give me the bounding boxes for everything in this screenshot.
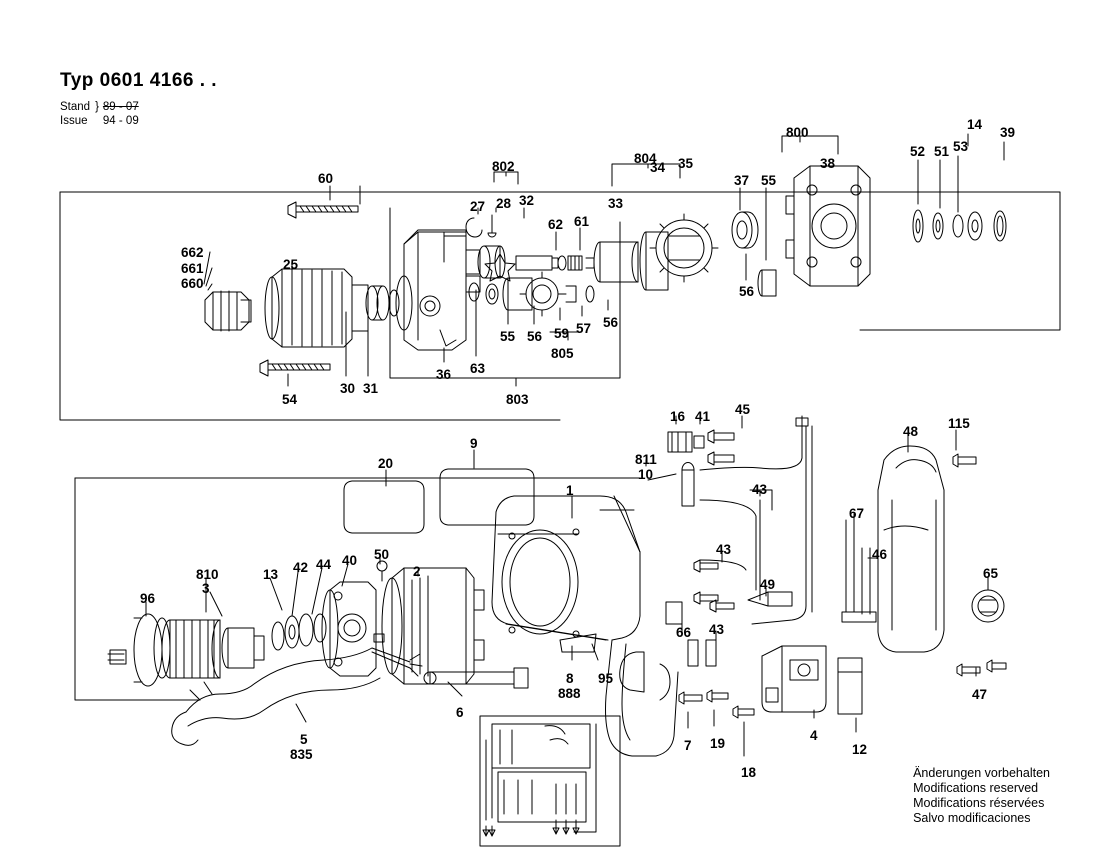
callout-33: 33 [608,196,624,211]
callout-4: 4 [810,728,818,743]
callout-20: 20 [378,456,394,471]
callout-56-a: 56 [527,329,543,344]
callout-54: 54 [282,392,298,407]
callout-43-c: 43 [709,622,725,637]
revision-block [60,100,142,128]
callout-28: 28 [496,196,512,211]
callout-49: 49 [760,577,776,592]
callout-10: 10 [638,467,654,482]
callout-32: 32 [519,193,535,208]
callout-9: 9 [470,436,478,451]
callout-1: 1 [566,483,574,498]
callout-34: 34 [650,160,666,175]
callout-95: 95 [598,671,614,686]
callout-47: 47 [972,687,988,702]
page-title [60,70,217,92]
callout-115: 115 [948,416,970,431]
callout-56-c: 56 [739,284,755,299]
callout-27: 27 [470,199,486,214]
callout-52: 52 [910,144,926,159]
callout-63: 63 [470,361,486,376]
callout-660: 660 [181,276,204,291]
callout-55-lower: 55 [500,329,516,344]
callout-18: 18 [741,765,757,780]
callout-50: 50 [374,547,390,562]
callout-30: 30 [340,381,356,396]
callout-60: 60 [318,171,334,186]
callout-25: 25 [283,257,299,272]
callout-800: 800 [786,125,809,140]
callout-66: 66 [676,625,692,640]
callout-39: 39 [1000,125,1016,140]
callout-38: 38 [820,156,836,171]
callout-16: 16 [670,409,686,424]
typ-suffix: 6 . . [182,70,218,91]
callout-37: 37 [734,173,750,188]
callout-2: 2 [413,564,421,579]
callout-835: 835 [290,747,313,762]
callout-12: 12 [852,742,868,757]
callout-8: 8 [566,671,574,686]
footer-line-fr: Modifications réservées [913,796,1045,810]
callout-96: 96 [140,591,156,606]
callout-53: 53 [953,139,969,154]
footer-line-en: Modifications reserved [913,781,1039,795]
callout-662: 662 [181,245,204,260]
stand-value: 89 - 07 [102,101,139,113]
callout-13: 13 [263,567,279,582]
typ-number: 601 416 [110,70,183,91]
callout-36: 36 [436,367,452,382]
callout-59: 59 [554,326,570,341]
footer-disclaimer [913,766,1050,826]
callout-661: 661 [181,261,204,276]
callout-41: 41 [695,409,711,424]
callout-811: 811 [635,452,657,467]
footer-line-de: Änderungen vorbehalten [913,766,1050,780]
callout-5: 5 [300,732,308,747]
callout-67: 67 [849,506,865,521]
callout-65: 65 [983,566,999,581]
callout-6: 6 [456,705,464,720]
brace-bottom [93,114,103,128]
callout-804: 804 [634,151,657,166]
callout-42: 42 [293,560,309,575]
callout-802: 802 [492,159,515,174]
callout-803: 803 [506,392,529,407]
callout-40: 40 [342,553,358,568]
callout-48: 48 [903,424,919,439]
callout-810: 810 [196,567,219,582]
callout-888: 888 [558,686,581,701]
callout-57: 57 [576,321,592,336]
typ-prefix: Typ 0 [60,70,111,91]
callout-43-a: 43 [752,482,768,497]
issue-label: Issue [60,115,88,127]
callout-31: 31 [363,381,379,396]
callout-56-b: 56 [603,315,619,330]
callout-19: 19 [710,736,726,751]
callout-44: 44 [316,557,332,572]
callout-43-b: 43 [716,542,732,557]
callout-7: 7 [684,738,692,753]
callout-46: 46 [872,547,888,562]
callout-55-top: 55 [761,173,777,188]
footer-line-es: Salvo modificaciones [913,811,1031,825]
callout-3: 3 [202,581,210,596]
callout-805: 805 [551,346,574,361]
callout-61: 61 [574,214,590,229]
callout-51: 51 [934,144,950,159]
issue-value: 94 - 09 [102,115,139,127]
callout-35: 35 [678,156,694,171]
callout-62: 62 [548,217,564,232]
stand-label: Stand [60,101,91,113]
callout-45: 45 [735,402,751,417]
callout-14: 14 [967,117,983,132]
brace-top: } [95,101,99,113]
